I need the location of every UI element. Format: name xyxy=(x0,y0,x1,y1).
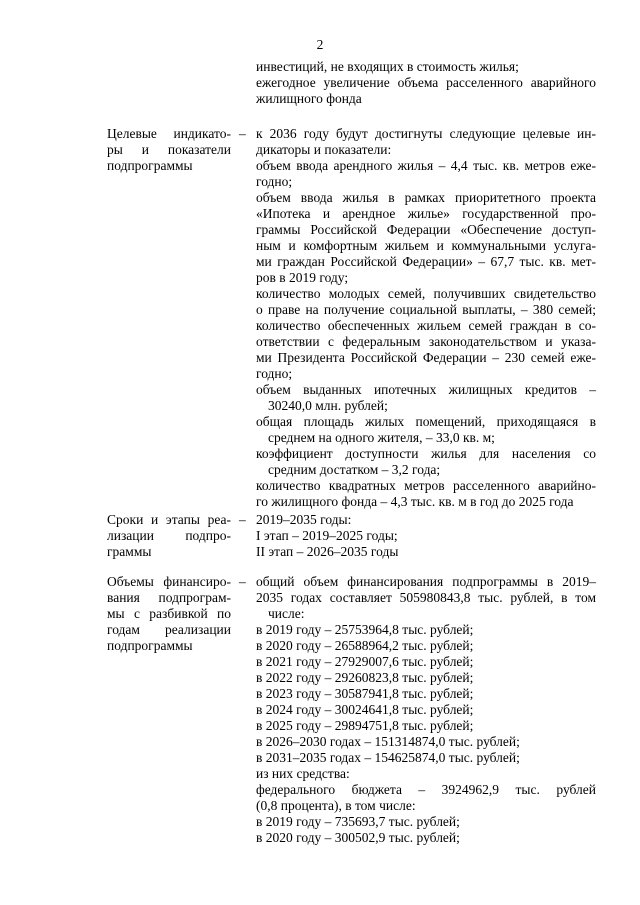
text-line: числе: xyxy=(268,606,305,621)
text-line: 2035 годах составляет 505980843,8 тыс. рублей, в том xyxy=(256,590,596,605)
text-line: дикаторы и показатели: xyxy=(256,142,392,157)
text-line: II этап – 2026–2035 годы xyxy=(256,544,399,559)
text-line: в 2020 году – 26588964,2 тыс. рублей; xyxy=(256,638,474,653)
text-line: общий объем финансирования подпрограммы в 2019– xyxy=(256,574,596,589)
text-line: из них средства: xyxy=(256,766,350,781)
text-line: го жилищного фонда – 4,3 тыс. кв. м в год до 2025 года xyxy=(256,494,574,509)
text-line: средним достатком – 3,2 года; xyxy=(268,462,441,477)
section-dash: – xyxy=(239,512,246,527)
text-line: в 2020 году – 300502,9 тыс. рублей; xyxy=(256,830,460,845)
text-line: в 2022 году – 29260823,8 тыс. рублей; xyxy=(256,670,474,685)
text-line: в 2021 году – 27929007,6 тыс. рублей; xyxy=(256,654,474,669)
text-line: ров в 2019 году; xyxy=(256,270,349,285)
section-content xyxy=(256,574,596,846)
text-line: количество квадратных метров расселенного аварийно- xyxy=(256,478,596,493)
text-line: объем выданных ипотечных жилищных кредитов – xyxy=(256,382,596,397)
text-line: инвестиций, не входящих в стоимость жилья; xyxy=(256,59,519,74)
text-line: среднем на одного жителя, – 33,0 кв. м; xyxy=(268,430,495,445)
page-number: 2 xyxy=(316,37,324,52)
section-dash: – xyxy=(239,126,246,141)
section-dash: – xyxy=(239,574,246,589)
text-line: в 2024 году – 30024641,8 тыс. рублей; xyxy=(256,702,474,717)
text-line: в 2031–2035 годах – 154625874,0 тыс. рублей; xyxy=(256,750,520,765)
section-label: Сроки и этапы реа-лизации подпро-граммы xyxy=(107,512,231,559)
text-line: ным и комфортным жильем и коммунальными услуга- xyxy=(256,238,596,253)
text-line: 2019–2035 годы: xyxy=(256,512,352,527)
text-line: объем ввода арендного жилья – 4,4 тыс. кв. метров еже- xyxy=(256,158,596,173)
text-line: в 2026–2030 годах – 151314874,0 тыс. рублей; xyxy=(256,734,520,749)
text-line: ответствии с федеральным законодательством и указа- xyxy=(256,334,596,349)
text-line: ежегодное увеличение объема расселенного аварийного xyxy=(256,75,596,90)
section-content xyxy=(256,512,596,560)
text-line: I этап – 2019–2025 годы; xyxy=(256,528,398,543)
text-line: количество обеспеченных жильем семей граждан в со- xyxy=(256,318,596,333)
text-line: годно; xyxy=(256,366,293,381)
text-line: объем ввода жилья в рамках приоритетного проекта xyxy=(256,190,596,205)
text-line: (0,8 процента), в том числе: xyxy=(256,798,416,813)
text-line: ми граждан Российской Федерации» – 67,7 тыс. кв. мет- xyxy=(256,254,596,269)
text-line: к 2036 году будут достигнуты следующие целевые ин- xyxy=(256,126,596,141)
text-line: жилищного фонда xyxy=(256,91,362,106)
section-label: Целевые индикато-ры и показатели подпрограммы xyxy=(107,126,231,173)
text-line: федерального бюджета – 3924962,9 тыс. рублей xyxy=(256,782,596,797)
text-line: в 2025 году – 29894751,8 тыс. рублей; xyxy=(256,718,474,733)
section-content xyxy=(256,126,596,510)
text-line: в 2019 году – 735693,7 тыс. рублей; xyxy=(256,814,460,829)
text-line: ми Президента Российской Федерации – 230 семей еже- xyxy=(256,350,596,365)
text-line: в 2023 году – 30587941,8 тыс. рублей; xyxy=(256,686,474,701)
text-line: о праве на получение социальной выплаты, – 380 семей; xyxy=(256,302,596,317)
text-line: годно; xyxy=(256,174,293,189)
section-label: Объемы финансиро-вания подпрограм-мы с разбивкой по годам реализации подпрограммы xyxy=(107,574,231,653)
section-content xyxy=(256,59,596,107)
text-line: в 2019 году – 25753964,8 тыс. рублей; xyxy=(256,622,474,637)
text-line: коэффициент доступности жилья для населения со xyxy=(256,446,596,461)
text-line: граммы Российской Федерации «Обеспечение доступ- xyxy=(256,222,596,237)
text-line: количество молодых семей, получивших свидетельство xyxy=(256,286,596,301)
text-line: общая площадь жилых помещений, приходящаяся в xyxy=(256,414,596,429)
text-line: «Ипотека и арендное жилье» государственной про- xyxy=(256,206,596,221)
text-line: 30240,0 млн. рублей; xyxy=(268,398,388,413)
